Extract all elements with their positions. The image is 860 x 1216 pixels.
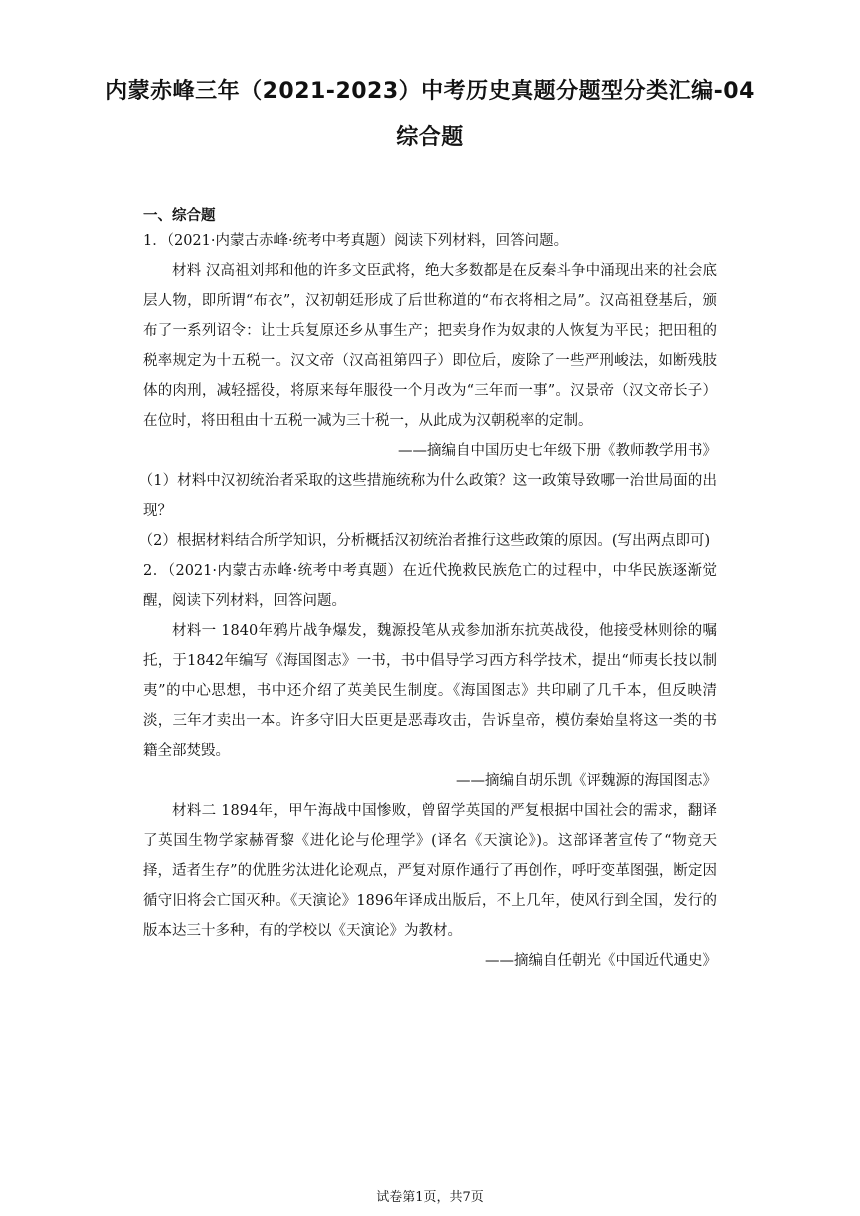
section-heading: 一、综合题 [143, 208, 216, 224]
question2-material1: 材料一 1840年鸦片战争爆发，魏源投笔从戎参加浙东抗英战役，他接受林则徐的嘱托，于1842年编写《海国图志》一书，书中倡导学习西方科学技术，提出“师夷长技以制夷”的中心思想，书中还介绍了英美民生制度。《海国图志》共印刷了几千本，但反映清淡，三年才卖出一本。许多守旧大臣更是恶毒攻击，告诉皇帝，模仿秦始皇将这一类的书籍全部焚毁。 [143, 623, 717, 759]
question1-sub1: （1）材料中汉初统治者采取的这些措施统称为什么政策？这一政策导致哪一治世局面的出现？ [138, 473, 717, 519]
question2-source1: ——摘编自胡乐凯《评魏源的海国图志》 [456, 773, 717, 789]
document-body [138, 226, 717, 976]
question1-sub2: （2）根据材料结合所学知识，分析概括汉初统治者推行这些政策的原因。(写出两点即可) [138, 533, 711, 549]
document-title-line2: 综合题 [396, 125, 464, 150]
question1-stem: 1．（2021·内蒙古赤峰·统考中考真题）阅读下列材料，回答问题。 [143, 233, 569, 249]
question2-source2: ——摘编自任朝光《中国近代通史》 [485, 953, 717, 969]
document-title-line1: 内蒙赤峰三年（2021-2023）中考历史真题分题型分类汇编-04 [105, 79, 755, 104]
page-footer: 试卷第1页，共7页 [376, 1190, 484, 1205]
question2-material2: 材料二 1894年，甲午海战中国惨败，曾留学英国的严复根据中国社会的需求，翻译了英国生物学家赫胥黎《进化论与伦理学》(译名《天演论》)。这部译著宣传了“物竞天择，适者生存”的优胜劣汰进化论观点，严复对原作通行了再创作，呼吁变革图强，断定因循守旧将会亡国灭种。《天演论》1896年译成出版后，不上几年，使风行到全国，发行的版本达三十多种，有的学校以《天演论》为教材。 [143, 803, 717, 939]
question1-source: ——摘编自中国历史七年级下册《教师教学用书》 [398, 443, 717, 459]
question2-stem: 2．（2021·内蒙古赤峰·统考中考真题）在近代挽救民族危亡的过程中，中华民族逐渐觉醒，阅读下列材料，回答问题。 [143, 563, 717, 609]
question1-material: 材料 汉高祖刘邦和他的许多文臣武将，绝大多数都是在反秦斗争中涌现出来的社会底层人物，即所谓“布衣”，汉初朝廷形成了后世称道的“布衣将相之局”。汉高祖登基后，颁布了一系列诏令：让士兵复原还乡从事生产；把卖身作为奴隶的人恢复为平民；把田租的税率规定为十五税一。汉文帝（汉高祖第四子）即位后，废除了一些严刑峻法，如断残肢体的肉刑，减轻摇役，将原来每年服役一个月改为“三年而一事”。汉景帝（汉文帝长子）在位时，将田租由十五税一减为三十税一，从此成为汉朝税率的定制。 [143, 263, 717, 429]
